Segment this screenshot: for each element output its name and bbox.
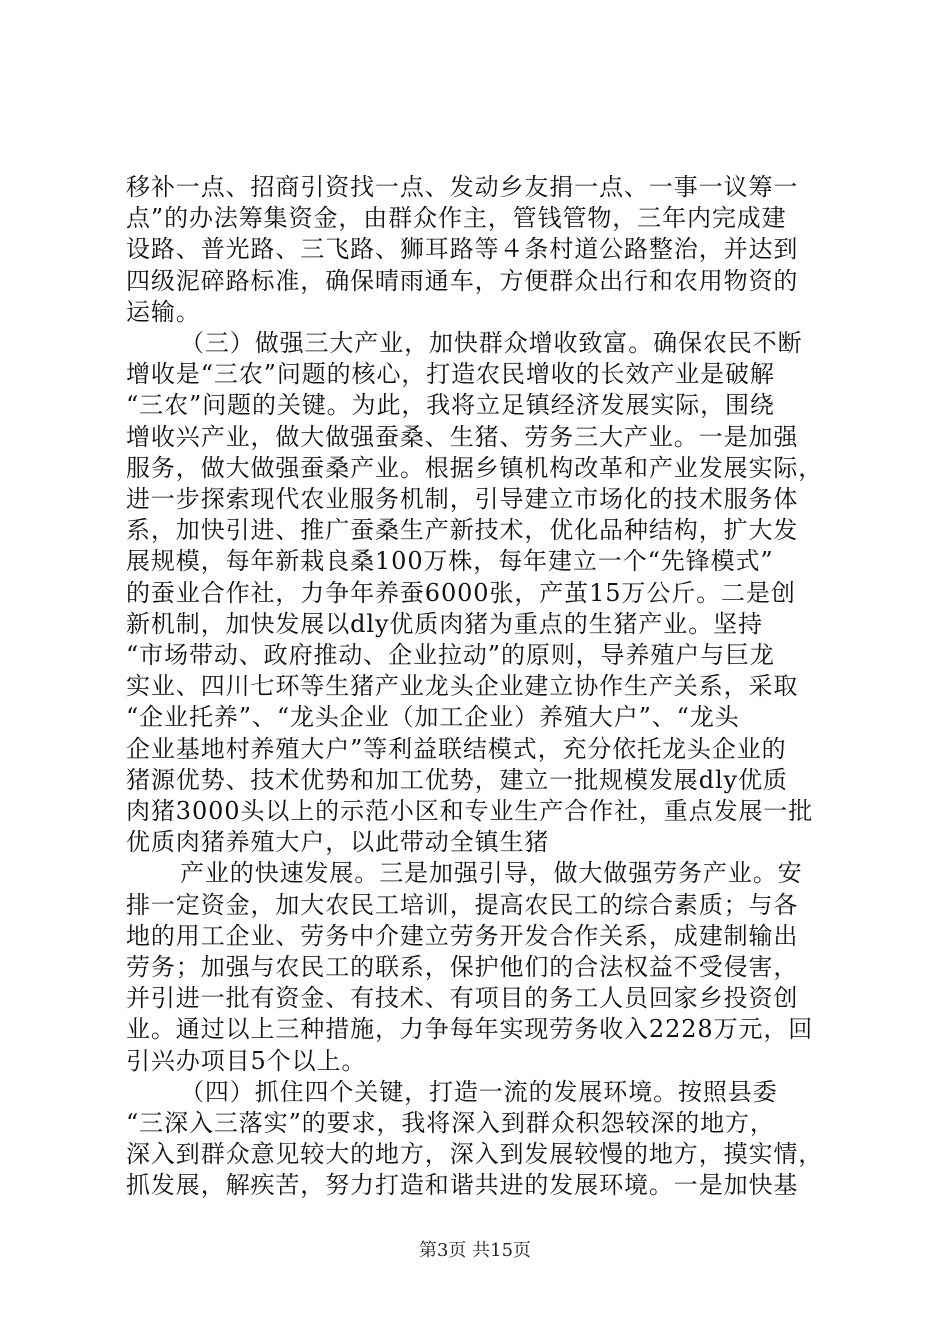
page-number-footer: 第3页 共15页	[418, 1240, 532, 1261]
text-line-16: “市场带动、政府推动、企业拉动”的原则，导养殖户与巨龙	[126, 641, 775, 669]
text-line-4: 四级泥碎路标准，确保晴雨通车，方便群众出行和农用物资的	[126, 266, 799, 295]
text-line-11: 进一步探索现代农业服务机制，引导建立市场化的技术服务体	[126, 485, 799, 513]
text-line-20: 猪源优势、技术优势和加工优势，建立一批规模发展dly优质	[126, 765, 788, 794]
text-line-25: 地的用工企业、劳务中介建立劳务开发合作关系，成建制输出	[126, 921, 799, 950]
text-line-10: 服务，做大做强蚕桑产业。根据乡镇机构改革和产业发展实际，	[126, 453, 824, 482]
text-line-31: “三深入三落实”的要求，我将深入到群众积怨较深的地方，	[126, 1109, 775, 1137]
text-line-27: 并引进一批有资金、有技术、有项目的务工人员回家乡投资创	[126, 984, 799, 1013]
text-line-22: 优质肉猪养殖大户，以此带动全镇生猪	[126, 828, 550, 857]
text-line-3: 设路、普光路、三飞路、狮耳路等４条村道公路整治，并达到	[126, 235, 799, 264]
text-line-12: 系，加快引进、推广蚕桑生产新技术，优化品种结构，扩大发	[126, 516, 799, 545]
text-line-6: （三）做强三大产业，加快群众增收致富。确保农民不断	[180, 329, 803, 357]
text-line-28: 业。通过以上三种措施，力争每年实现劳务收入2228万元，回	[126, 1015, 814, 1044]
text-line-7: 增收是“三农”问题的核心，打造农民增收的长效产业是破解	[126, 360, 775, 389]
text-line-5: 运输。	[126, 297, 201, 326]
text-line-2: 点”的办法筹集资金，由群众作主，管钱管物，三年内完成建	[126, 204, 787, 233]
text-line-24: 排一定资金，加大农民工培训，提高农民工的综合素质；与各	[126, 890, 799, 919]
text-line-13: 展规模，每年新栽良桑100万株，每年建立一个“先锋模式”	[126, 547, 774, 576]
text-line-9: 增收兴产业，做大做强蚕桑、生猪、劳务三大产业。一是加强	[126, 422, 799, 451]
text-line-1: 移补一点、招商引资找一点、发动乡友捐一点、一事一议筹一	[126, 173, 799, 201]
text-line-33: 抓发展，解疾苦，努力打造和谐共进的发展环境。一是加快基	[126, 1171, 799, 1200]
text-line-8: “三农”问题的关键。为此，我将立足镇经济发展实际，围绕	[126, 391, 775, 420]
text-line-29: 引兴办项目5个以上。	[126, 1046, 367, 1075]
text-line-19: 企业基地村养殖大户”等利益联结模式，充分依托龙头企业的	[126, 734, 787, 763]
text-line-30: （四）抓住四个关键，打造一流的发展环境。按照县委	[180, 1077, 778, 1106]
text-line-15: 新机制，加快发展以dly优质肉猪为重点的生猪产业。坚持	[126, 609, 763, 638]
text-line-18: “企业托养”、“龙头企业（加工企业）养殖大户”、“龙头	[126, 703, 740, 732]
text-line-14: 的蚕业合作社，力争年养蚕6000张，产茧15万公斤。二是创	[126, 578, 796, 607]
text-line-32: 深入到群众意见较大的地方，深入到发展较慢的地方，摸实情，	[126, 1140, 824, 1169]
text-line-23: 产业的快速发展。三是加强引导，做大做强劳务产业。安	[180, 859, 803, 888]
text-line-17: 实业、四川七环等生猪产业龙头企业建立协作生产关系，采取	[126, 672, 799, 701]
text-line-21: 肉猪3000头以上的示范小区和专业生产合作社，重点发展一批	[126, 797, 814, 825]
text-line-26: 劳务；加强与农民工的联系，保护他们的合法权益不受侵害，	[126, 953, 799, 981]
